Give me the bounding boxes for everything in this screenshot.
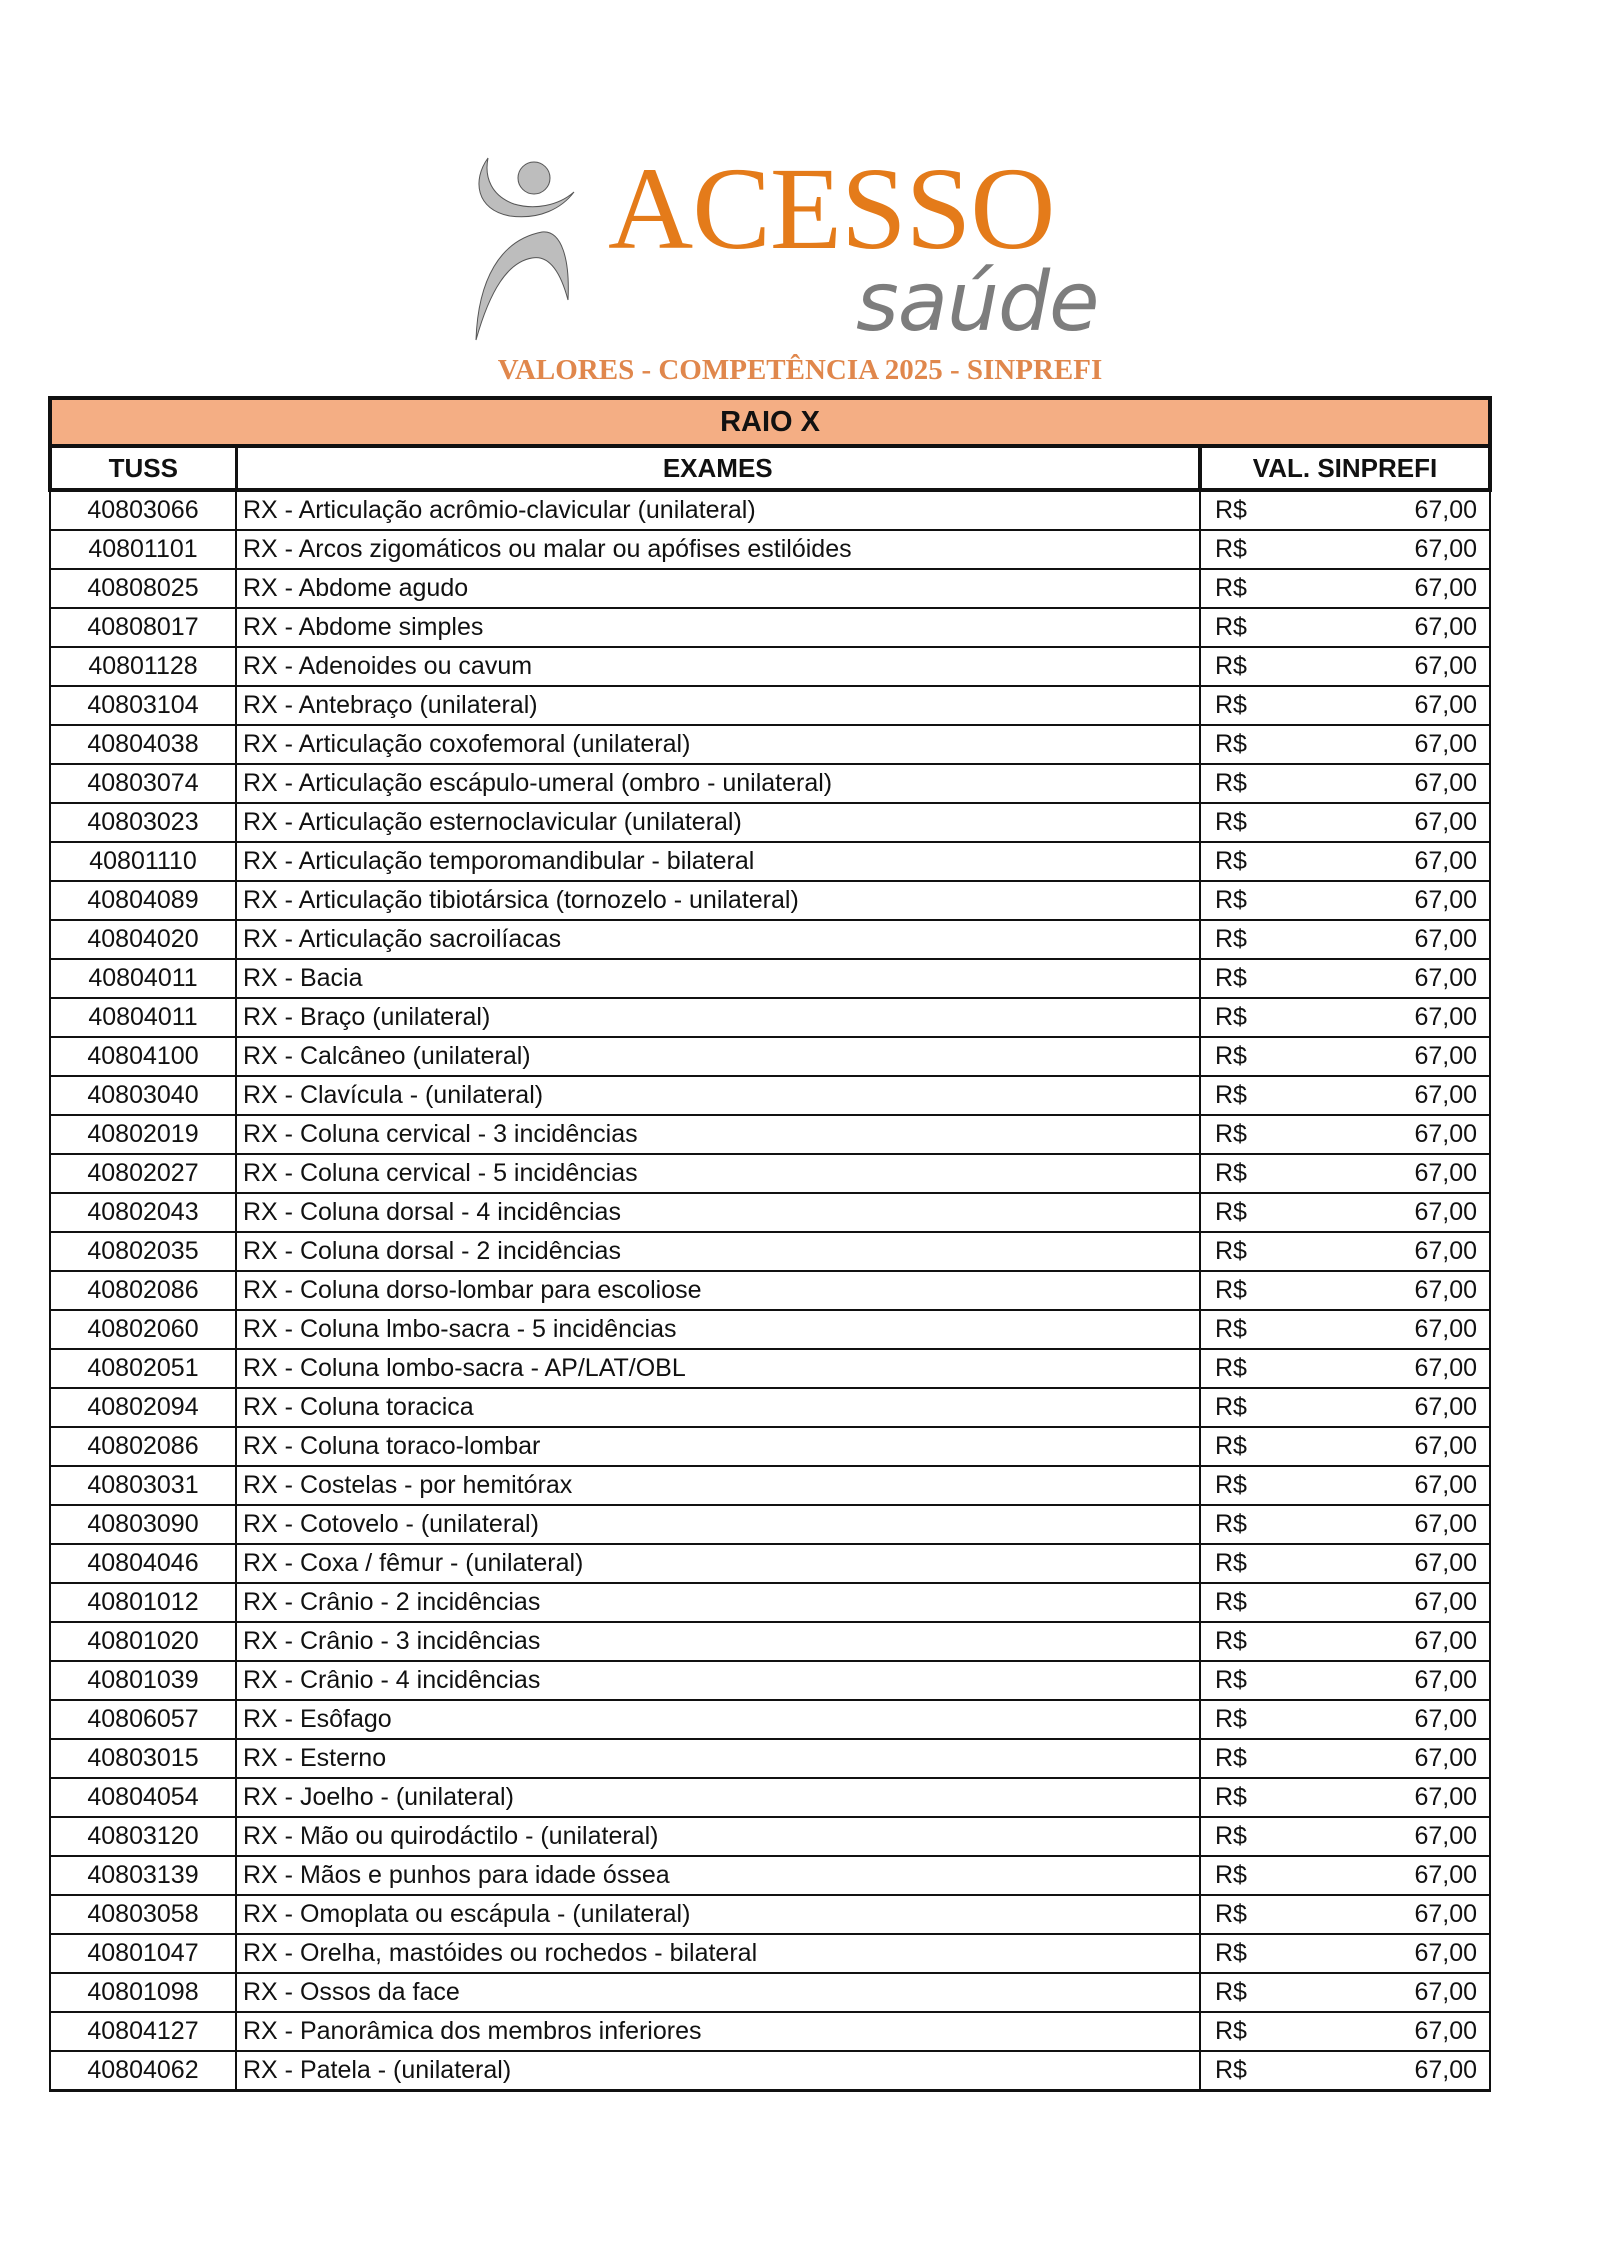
tuss-code: 40804046: [50, 1544, 236, 1583]
exam-price: [1200, 1544, 1490, 1583]
tuss-code: 40802027: [50, 1154, 236, 1193]
table-row: [50, 1973, 1490, 2012]
tuss-code: 40804011: [50, 998, 236, 1037]
table-row: [50, 764, 1490, 803]
exam-name: RX - Articulação acrômio-clavicular (unilateral): [236, 490, 1200, 530]
tuss-code: 40801128: [50, 647, 236, 686]
exam-price: [1200, 803, 1490, 842]
exam-price: [1200, 1193, 1490, 1232]
price-value: 67,00: [1414, 496, 1478, 524]
exam-name: RX - Orelha, mastóides ou rochedos - bilateral: [236, 1934, 1200, 1973]
table-row: [50, 1427, 1490, 1466]
price-value: 67,00: [1414, 1939, 1478, 1967]
exam-price: [1200, 881, 1490, 920]
table-row: [50, 490, 1490, 530]
exam-price: [1200, 686, 1490, 725]
price-value: 67,00: [1414, 769, 1478, 797]
exam-price: [1200, 1232, 1490, 1271]
price-value: 67,00: [1414, 1861, 1478, 1889]
price-value: 67,00: [1414, 1471, 1478, 1499]
table-row: [50, 920, 1490, 959]
table-row: [50, 1622, 1490, 1661]
table-row: [50, 608, 1490, 647]
tuss-code: 40803139: [50, 1856, 236, 1895]
exam-price: [1200, 1856, 1490, 1895]
exam-name: RX - Mãos e punhos para idade óssea: [236, 1856, 1200, 1895]
tuss-code: 40804020: [50, 920, 236, 959]
currency-symbol: R$: [1215, 1588, 1247, 1616]
table-row: [50, 2051, 1490, 2091]
exam-name: RX - Crânio - 3 incidências: [236, 1622, 1200, 1661]
exam-price: [1200, 530, 1490, 569]
price-value: 67,00: [1414, 847, 1478, 875]
price-value: 67,00: [1414, 574, 1478, 602]
currency-symbol: R$: [1215, 1120, 1247, 1148]
tuss-code: 40804089: [50, 881, 236, 920]
exam-name: RX - Coluna dorsal - 4 incidências: [236, 1193, 1200, 1232]
tuss-code: 40803120: [50, 1817, 236, 1856]
table-row: [50, 1544, 1490, 1583]
table-row: [50, 842, 1490, 881]
exam-price: [1200, 998, 1490, 1037]
price-value: 67,00: [1414, 1315, 1478, 1343]
exam-price: [1200, 1427, 1490, 1466]
tuss-code: 40806057: [50, 1700, 236, 1739]
exam-name: RX - Ossos da face: [236, 1973, 1200, 2012]
section-title: RAIO X: [50, 398, 1490, 446]
tuss-code: 40803040: [50, 1076, 236, 1115]
tuss-code: 40802086: [50, 1271, 236, 1310]
currency-symbol: R$: [1215, 730, 1247, 758]
price-value: 67,00: [1414, 925, 1478, 953]
exam-name: RX - Patela - (unilateral): [236, 2051, 1200, 2091]
tuss-code: 40801020: [50, 1622, 236, 1661]
price-value: 67,00: [1414, 1393, 1478, 1421]
price-value: 67,00: [1414, 613, 1478, 641]
exam-name: RX - Joelho - (unilateral): [236, 1778, 1200, 1817]
currency-symbol: R$: [1215, 574, 1247, 602]
price-value: 67,00: [1414, 1003, 1478, 1031]
tuss-code: 40804062: [50, 2051, 236, 2091]
tuss-code: 40803015: [50, 1739, 236, 1778]
currency-symbol: R$: [1215, 1510, 1247, 1538]
exam-price: [1200, 1310, 1490, 1349]
exam-name: RX - Crânio - 2 incidências: [236, 1583, 1200, 1622]
tuss-code: 40801039: [50, 1661, 236, 1700]
tuss-code: 40808017: [50, 608, 236, 647]
person-figure-icon: [470, 150, 590, 350]
tuss-code: 40802035: [50, 1232, 236, 1271]
tuss-code: 40801110: [50, 842, 236, 881]
exam-name: RX - Articulação temporomandibular - bilateral: [236, 842, 1200, 881]
currency-symbol: R$: [1215, 964, 1247, 992]
exam-name: RX - Esôfago: [236, 1700, 1200, 1739]
price-value: 67,00: [1414, 1666, 1478, 1694]
table-row: [50, 1700, 1490, 1739]
price-value: 67,00: [1414, 1354, 1478, 1382]
table-row: [50, 1037, 1490, 1076]
column-header-valor: VAL. SINPREFI: [1200, 446, 1490, 490]
price-value: 67,00: [1414, 1978, 1478, 2006]
exam-price: [1200, 569, 1490, 608]
currency-symbol: R$: [1215, 1783, 1247, 1811]
tuss-code: 40803023: [50, 803, 236, 842]
exam-price: [1200, 725, 1490, 764]
price-value: 67,00: [1414, 1042, 1478, 1070]
exam-name: RX - Articulação esternoclavicular (unilateral): [236, 803, 1200, 842]
table-row: [50, 1310, 1490, 1349]
currency-symbol: R$: [1215, 1471, 1247, 1499]
currency-symbol: R$: [1215, 496, 1247, 524]
tuss-code: 40803104: [50, 686, 236, 725]
exam-price: [1200, 647, 1490, 686]
price-value: 67,00: [1414, 964, 1478, 992]
exam-name: RX - Coluna cervical - 3 incidências: [236, 1115, 1200, 1154]
tuss-code: 40802086: [50, 1427, 236, 1466]
price-value: 67,00: [1414, 1549, 1478, 1577]
price-value: 67,00: [1414, 1627, 1478, 1655]
currency-symbol: R$: [1215, 652, 1247, 680]
table-row: [50, 1232, 1490, 1271]
price-value: 67,00: [1414, 1588, 1478, 1616]
currency-symbol: R$: [1215, 1432, 1247, 1460]
currency-symbol: R$: [1215, 1939, 1247, 1967]
currency-symbol: R$: [1215, 1978, 1247, 2006]
currency-symbol: R$: [1215, 1354, 1247, 1382]
currency-symbol: R$: [1215, 1042, 1247, 1070]
currency-symbol: R$: [1215, 1159, 1247, 1187]
tuss-code: 40804100: [50, 1037, 236, 1076]
exam-price: [1200, 920, 1490, 959]
price-value: 67,00: [1414, 691, 1478, 719]
table-row: [50, 1661, 1490, 1700]
table-row: [50, 686, 1490, 725]
exam-name: RX - Articulação coxofemoral (unilateral): [236, 725, 1200, 764]
exam-name: RX - Abdome simples: [236, 608, 1200, 647]
exam-price: [1200, 1661, 1490, 1700]
table-row: [50, 530, 1490, 569]
table-row: [50, 1271, 1490, 1310]
exam-name: RX - Coluna toraco-lombar: [236, 1427, 1200, 1466]
exam-name: RX - Calcâneo (unilateral): [236, 1037, 1200, 1076]
tuss-code: 40803031: [50, 1466, 236, 1505]
tuss-code: 40803074: [50, 764, 236, 803]
exam-name: RX - Clavícula - (unilateral): [236, 1076, 1200, 1115]
exam-price: [1200, 1115, 1490, 1154]
price-value: 67,00: [1414, 2017, 1478, 2045]
tuss-code: 40801098: [50, 1973, 236, 2012]
exam-price: [1200, 1934, 1490, 1973]
exam-name: RX - Bacia: [236, 959, 1200, 998]
currency-symbol: R$: [1215, 1081, 1247, 1109]
price-value: 67,00: [1414, 1159, 1478, 1187]
exam-price: [1200, 764, 1490, 803]
table-row: [50, 1856, 1490, 1895]
exam-name: RX - Panorâmica dos membros inferiores: [236, 2012, 1200, 2051]
document-subtitle: VALORES - COMPETÊNCIA 2025 - SINPREFI: [497, 354, 1103, 386]
currency-symbol: R$: [1215, 1393, 1247, 1421]
tuss-code: 40808025: [50, 569, 236, 608]
price-value: 67,00: [1414, 730, 1478, 758]
currency-symbol: R$: [1215, 1549, 1247, 1577]
currency-symbol: R$: [1215, 691, 1247, 719]
price-value: 67,00: [1414, 1081, 1478, 1109]
currency-symbol: R$: [1215, 535, 1247, 563]
column-header-exames: EXAMES: [236, 446, 1200, 490]
exam-price: [1200, 1505, 1490, 1544]
price-value: 67,00: [1414, 1198, 1478, 1226]
table-row: [50, 2012, 1490, 2051]
currency-symbol: R$: [1215, 1822, 1247, 1850]
exam-price: [1200, 1700, 1490, 1739]
tuss-code: 40804011: [50, 959, 236, 998]
exam-name: RX - Coluna dorsal - 2 incidências: [236, 1232, 1200, 1271]
tuss-code: 40803066: [50, 490, 236, 530]
table-row: [50, 1388, 1490, 1427]
currency-symbol: R$: [1215, 1627, 1247, 1655]
price-value: 67,00: [1414, 1237, 1478, 1265]
currency-symbol: R$: [1215, 886, 1247, 914]
exam-price: [1200, 2051, 1490, 2091]
logo-brand-text: ACESSO: [608, 143, 1055, 274]
currency-symbol: R$: [1215, 1900, 1247, 1928]
exam-price: [1200, 1076, 1490, 1115]
tuss-code: 40802019: [50, 1115, 236, 1154]
exam-price: [1200, 1622, 1490, 1661]
acesso-saude-logo: [470, 143, 1150, 385]
table-row: [50, 1076, 1490, 1115]
table-row: [50, 1154, 1490, 1193]
tuss-code: 40804038: [50, 725, 236, 764]
currency-symbol: R$: [1215, 1237, 1247, 1265]
exam-name: RX - Antebraço (unilateral): [236, 686, 1200, 725]
exam-price: [1200, 1778, 1490, 1817]
tuss-code: 40802060: [50, 1310, 236, 1349]
price-value: 67,00: [1414, 808, 1478, 836]
currency-symbol: R$: [1215, 1744, 1247, 1772]
currency-symbol: R$: [1215, 613, 1247, 641]
price-value: 67,00: [1414, 886, 1478, 914]
exam-name: RX - Articulação escápulo-umeral (ombro - unilateral): [236, 764, 1200, 803]
tuss-code: 40804127: [50, 2012, 236, 2051]
logo-sub-text: saúde: [856, 255, 1099, 350]
table-row: [50, 1466, 1490, 1505]
currency-symbol: R$: [1215, 1666, 1247, 1694]
tuss-code: 40804054: [50, 1778, 236, 1817]
price-value: 67,00: [1414, 1120, 1478, 1148]
table-row: [50, 959, 1490, 998]
table-row: [50, 1193, 1490, 1232]
exam-price: [1200, 1037, 1490, 1076]
exam-price: [1200, 842, 1490, 881]
table-row: [50, 1895, 1490, 1934]
currency-symbol: R$: [1215, 2017, 1247, 2045]
exam-name: RX - Esterno: [236, 1739, 1200, 1778]
table-row: [50, 1934, 1490, 1973]
tuss-code: 40802051: [50, 1349, 236, 1388]
price-value: 67,00: [1414, 652, 1478, 680]
tuss-code: 40802094: [50, 1388, 236, 1427]
price-value: 67,00: [1414, 1276, 1478, 1304]
currency-symbol: R$: [1215, 1705, 1247, 1733]
table-row: [50, 1739, 1490, 1778]
exam-name: RX - Arcos zigomáticos ou malar ou apófises estilóides: [236, 530, 1200, 569]
price-value: 67,00: [1414, 1432, 1478, 1460]
tuss-code: 40803090: [50, 1505, 236, 1544]
table-row: [50, 998, 1490, 1037]
exam-price: [1200, 1154, 1490, 1193]
exam-price: [1200, 1271, 1490, 1310]
exam-name: RX - Coluna lmbo-sacra - 5 incidências: [236, 1310, 1200, 1349]
price-value: 67,00: [1414, 1744, 1478, 1772]
table-row: [50, 1817, 1490, 1856]
table-row: [50, 1349, 1490, 1388]
exam-name: RX - Coluna toracica: [236, 1388, 1200, 1427]
exam-price: [1200, 1817, 1490, 1856]
exam-price: [1200, 608, 1490, 647]
exam-name: RX - Coxa / fêmur - (unilateral): [236, 1544, 1200, 1583]
table-row: [50, 1115, 1490, 1154]
tuss-code: 40803058: [50, 1895, 236, 1934]
price-value: 67,00: [1414, 1900, 1478, 1928]
tuss-code: 40802043: [50, 1193, 236, 1232]
exam-name: RX - Costelas - por hemitórax: [236, 1466, 1200, 1505]
currency-symbol: R$: [1215, 1276, 1247, 1304]
currency-symbol: R$: [1215, 1198, 1247, 1226]
currency-symbol: R$: [1215, 925, 1247, 953]
price-value: 67,00: [1414, 2056, 1478, 2084]
price-value: 67,00: [1414, 1822, 1478, 1850]
exam-name: RX - Abdome agudo: [236, 569, 1200, 608]
price-value: 67,00: [1414, 535, 1478, 563]
exam-price: [1200, 1388, 1490, 1427]
exam-price: [1200, 1895, 1490, 1934]
column-header-tuss: TUSS: [50, 446, 236, 490]
exam-name: RX - Coluna cervical - 5 incidências: [236, 1154, 1200, 1193]
table-row: [50, 1778, 1490, 1817]
exam-price: [1200, 1973, 1490, 2012]
exam-name: RX - Coluna lombo-sacra - AP/LAT/OBL: [236, 1349, 1200, 1388]
currency-symbol: R$: [1215, 1861, 1247, 1889]
table-row: [50, 569, 1490, 608]
exam-price: [1200, 1349, 1490, 1388]
currency-symbol: R$: [1215, 1003, 1247, 1031]
exam-price: [1200, 1583, 1490, 1622]
exam-price: [1200, 2012, 1490, 2051]
exam-price: [1200, 490, 1490, 530]
exam-name: RX - Articulação sacroilíacas: [236, 920, 1200, 959]
exam-name: RX - Adenoides ou cavum: [236, 647, 1200, 686]
currency-symbol: R$: [1215, 847, 1247, 875]
exam-name: RX - Coluna dorso-lombar para escoliose: [236, 1271, 1200, 1310]
table-row: [50, 881, 1490, 920]
exam-name: RX - Crânio - 4 incidências: [236, 1661, 1200, 1700]
price-value: 67,00: [1414, 1705, 1478, 1733]
exam-price: [1200, 959, 1490, 998]
exam-name: RX - Omoplata ou escápula - (unilateral): [236, 1895, 1200, 1934]
currency-symbol: R$: [1215, 769, 1247, 797]
currency-symbol: R$: [1215, 2056, 1247, 2084]
price-table: [48, 396, 1488, 2092]
currency-symbol: R$: [1215, 1315, 1247, 1343]
price-value: 67,00: [1414, 1783, 1478, 1811]
table-row: [50, 803, 1490, 842]
table-row: [50, 725, 1490, 764]
exam-price: [1200, 1466, 1490, 1505]
table-row: [50, 1505, 1490, 1544]
tuss-code: 40801012: [50, 1583, 236, 1622]
exam-price: [1200, 1739, 1490, 1778]
exam-name: RX - Mão ou quirodáctilo - (unilateral): [236, 1817, 1200, 1856]
exam-name: RX - Braço (unilateral): [236, 998, 1200, 1037]
exam-name: RX - Cotovelo - (unilateral): [236, 1505, 1200, 1544]
currency-symbol: R$: [1215, 808, 1247, 836]
tuss-code: 40801047: [50, 1934, 236, 1973]
price-value: 67,00: [1414, 1510, 1478, 1538]
table-row: [50, 1583, 1490, 1622]
exam-name: RX - Articulação tibiotársica (tornozelo - unilateral): [236, 881, 1200, 920]
table-row: [50, 647, 1490, 686]
tuss-code: 40801101: [50, 530, 236, 569]
